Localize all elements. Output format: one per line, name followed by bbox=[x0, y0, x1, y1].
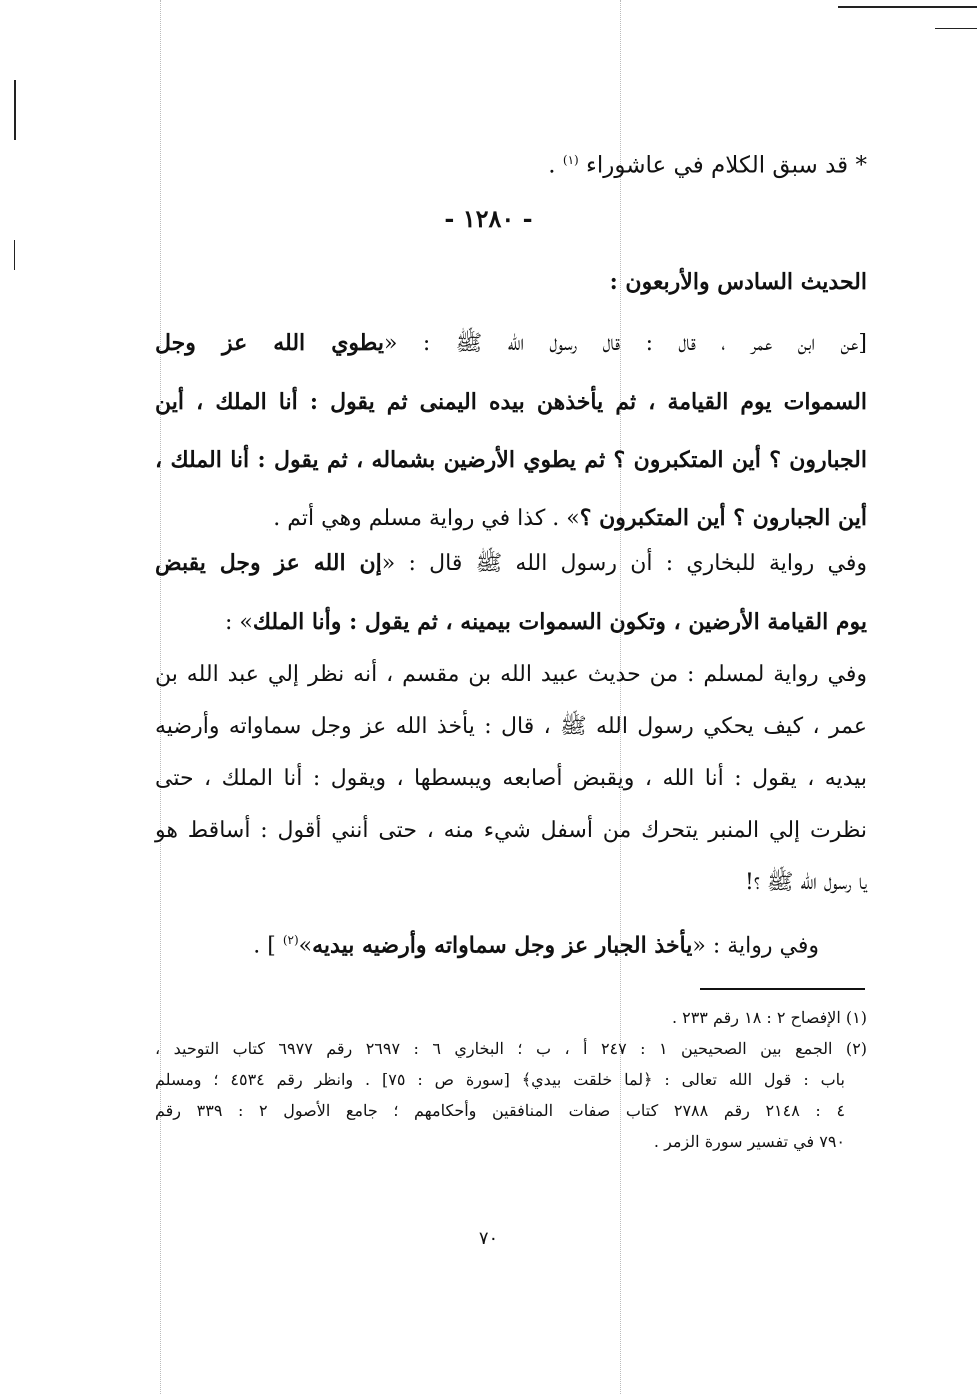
intro-end: . bbox=[548, 152, 556, 179]
hadith-heading: الحديث السادس والأربعون : bbox=[609, 269, 867, 295]
paragraph-1-line-4 bbox=[155, 498, 867, 539]
paragraph-2-line-1 bbox=[155, 543, 867, 584]
scan-edge-left-1 bbox=[14, 80, 16, 140]
paragraph-3-line-1: وفي رواية لمسلم : من حديث عبيد الله بن مقسم ، أنه نظر إلي عبد الله بن bbox=[155, 662, 867, 687]
para1-line4-end: » . كذا في رواية مسلم وهي أتم . bbox=[273, 506, 580, 531]
paragraph-4-line-1 bbox=[155, 920, 867, 966]
paragraph-3-line-2: عمر ، كيف يحكي رسول الله ﷺ ، قال : يأخذ الله عز وجل سماواته وأرضيه bbox=[155, 714, 867, 739]
paragraph-2-line-2 bbox=[155, 602, 867, 643]
footnote-2-line-4: ٧٩٠ في تفسير سورة الزمر . bbox=[653, 1132, 845, 1151]
para2-line2-end: » : bbox=[224, 610, 253, 635]
paragraph-4 bbox=[155, 920, 867, 966]
paragraph-1-line-3: الجبارون ؟ أين المتكبرون ؟ ثم يطوي الأرضين بشماله ، ثم يقول : أنا الملك ، bbox=[155, 447, 867, 473]
para2-line1-intro: وفي رواية للبخاري : أن رسول الله ﷺ قال : « bbox=[381, 551, 867, 576]
paragraph-3-line-4: نظرت إلي المنبر يتحرك من أسفل شيء منه ، حتى أنني أقول : أساقط هو bbox=[155, 818, 867, 843]
hadith-heading-block bbox=[155, 262, 867, 302]
paragraph-1-line-1 bbox=[155, 323, 867, 364]
intro-text: * قد سبق الكلام في عاشوراء bbox=[586, 152, 867, 179]
paragraph-3 bbox=[155, 655, 867, 903]
para1-line1-intro: [عن ابن عمر ، قال : قال رسول الله ﷺ : « bbox=[383, 331, 867, 356]
intro-line bbox=[155, 140, 867, 186]
scan-edge-left-2 bbox=[14, 240, 15, 270]
para4-quote-close: » bbox=[298, 933, 313, 959]
paragraph-1 bbox=[155, 323, 867, 539]
scan-edge-top-right-2 bbox=[935, 28, 977, 29]
para2-line2-bold: يوم القيامة الأرضين ، وتكون السموات بيمينه ، ثم يقول : وأنا الملك bbox=[252, 609, 867, 635]
footnote-2-line-3: ٤ : ٢١٤٨ رقم ٢٧٨٨ كتاب صفات المنافقين وأحكامهم ؛ جامع الأصول ٢ : ٣٣٩ رقم bbox=[155, 1101, 846, 1120]
para4-bold: يأخذ الجبار عز وجل سماواته وأرضيه بيديه bbox=[312, 932, 693, 959]
para4-end: ] . bbox=[253, 933, 283, 959]
hadith-number: - ١٢٨٠ - bbox=[444, 204, 533, 233]
para4-footnote-ref: (٢) bbox=[282, 933, 299, 947]
footnotes bbox=[155, 1002, 867, 1157]
paragraph-2 bbox=[155, 543, 867, 643]
footnote-2-line-2: باب : قول الله تعالى : ﴿لما خلقت بيدي﴾ [سورة ص : ٧٥] . وانظر رقم ٤٥٣٤ ؛ ومسلم bbox=[155, 1070, 845, 1089]
footnote-1: (١) الإفصاح ٢ : ١٨ رقم ٢٣٣ . bbox=[671, 1008, 867, 1027]
paragraph-3-line-5: يا رسول الله ﷺ ؟! bbox=[744, 870, 867, 895]
paragraph-3-line-3: بيديه ، يقول : أنا الله ، ويقبض أصابعه ويبسطها ، ويقول : أنا الملك ، حتى bbox=[155, 766, 867, 791]
footnote-separator bbox=[700, 988, 865, 990]
intro-footnote-ref: (١) bbox=[562, 153, 579, 167]
para2-line1-bold: إن الله عز وجل يقبض bbox=[155, 550, 382, 576]
para1-line4-bold: أين الجبارون ؟ أين المتكبرون ؟ bbox=[579, 505, 867, 531]
footnote-2-line-1: (٢) الجمع بين الصحيحين ١ : ٢٤٧ أ ، ب ؛ البخاري ٦ : ٢٦٩٧ رقم ٦٩٧٧ كتاب التوحيد ، bbox=[155, 1039, 868, 1058]
paragraph-1-line-2: السموات يوم القيامة ، ثم يأخذهن بيده اليمنى ثم يقول : أنا الملك ، أين bbox=[155, 389, 867, 415]
scan-edge-top-right bbox=[838, 6, 977, 8]
page-number: ٧٠ bbox=[478, 1228, 499, 1249]
para4-intro: وفي رواية : « bbox=[692, 933, 819, 959]
para1-line1-bold: يطوي الله عز وجل bbox=[155, 330, 384, 356]
